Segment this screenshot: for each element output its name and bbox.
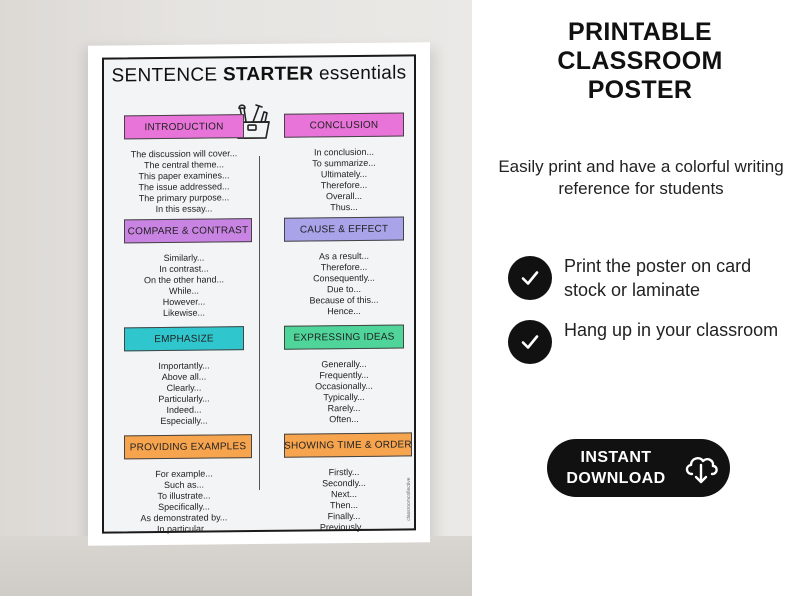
poster [88, 42, 430, 546]
section-list [114, 360, 254, 427]
info-title [500, 18, 780, 105]
floor [0, 536, 472, 596]
section-heading: PROVIDING EXAMPLES [124, 434, 252, 459]
check-icon [508, 320, 552, 364]
poster-title-part1: SENTENCE [111, 64, 223, 87]
section-item: Therefore... [320, 179, 368, 191]
section-item: Above all... [161, 371, 207, 383]
info-title-line: PRINTABLE [568, 18, 712, 46]
poster-title [104, 62, 414, 87]
section-item: While... [168, 285, 199, 296]
section-item: Indeed... [166, 404, 202, 415]
section-item: Thus... [330, 201, 358, 213]
cloud-download-icon [681, 448, 721, 488]
section-item: Previously... [319, 521, 369, 533]
poster-frame [102, 54, 416, 533]
check-icon [508, 256, 552, 300]
section-item: Importantly... [158, 360, 210, 372]
section-list [274, 146, 414, 213]
center-divider [259, 156, 260, 490]
info-title-line: CLASSROOM [557, 47, 723, 75]
section-item: Similarly... [163, 252, 205, 263]
section-item: To illustrate... [157, 490, 211, 502]
section-heading: SHOWING TIME & ORDER [284, 432, 412, 457]
section-item: Overall... [325, 190, 362, 202]
download-line2: DOWNLOAD [566, 470, 666, 487]
section-item: Especially... [160, 415, 208, 427]
section-item: On the other hand... [143, 274, 225, 286]
section-list [274, 466, 414, 533]
section-list [274, 250, 414, 317]
poster-title-part3: essentials [313, 62, 407, 85]
section-item: Specifically... [158, 501, 210, 513]
section-item: Ultimately... [320, 168, 368, 180]
section-list [114, 148, 254, 215]
section-item: Secondly... [322, 477, 366, 489]
instant-download-button[interactable] [547, 439, 730, 497]
info-title-line: POSTER [587, 76, 693, 104]
section-item: However... [162, 296, 206, 308]
section-item: This paper examines... [138, 170, 230, 182]
section-item: Such as... [163, 479, 205, 490]
section-item: Occasionally... [315, 380, 373, 392]
section-item: Therefore... [320, 261, 368, 273]
section-item: In particular... [156, 523, 212, 535]
section-item: Clearly... [166, 382, 202, 393]
section-list [114, 468, 254, 535]
section-item: Firstly... [328, 466, 360, 478]
section-heading: CONCLUSION [284, 112, 404, 137]
section-item: As demonstrated by... [140, 512, 228, 524]
section-item: The issue addressed... [138, 181, 230, 193]
section-item: In conclusion... [313, 146, 375, 158]
section-item: Then... [329, 499, 358, 511]
section-item: Finally... [327, 510, 361, 522]
poster-credit: classroomcollective [406, 477, 412, 521]
section-item: Typically... [323, 391, 365, 403]
section-item: The discussion will cover... [130, 148, 238, 160]
section-heading: EMPHASIZE [124, 326, 244, 351]
section-item: In this essay... [155, 203, 213, 215]
info-subtitle: Easily print and have a colorful writing reference for students [498, 157, 784, 198]
section-item: Particularly... [158, 393, 210, 405]
section-heading: COMPARE & CONTRAST [124, 218, 252, 243]
section-item: Generally... [321, 358, 367, 370]
section-item: Due to... [326, 283, 362, 295]
section-heading: INTRODUCTION [124, 114, 244, 139]
section-item: Frequently... [319, 369, 369, 381]
section-item: Rarely... [327, 402, 361, 414]
section-item: Hence... [327, 305, 361, 317]
section-item: Often... [329, 413, 359, 425]
section-item: Likewise... [162, 307, 206, 319]
section-item: Next... [330, 488, 357, 500]
poster-title-part2: STARTER [222, 63, 314, 86]
section-item: The central theme... [143, 159, 225, 171]
download-label [557, 447, 675, 489]
section-heading: CAUSE & EFFECT [284, 216, 404, 241]
bullet-hang [508, 320, 784, 364]
section-item: Because of this... [309, 294, 379, 306]
section-item: To summarize... [312, 157, 376, 169]
section-list [114, 252, 254, 319]
section-item: As a result... [318, 250, 370, 262]
bullet-text: Print the poster on card stock or laminate [564, 256, 752, 300]
section-item: In contrast... [159, 263, 209, 275]
section-item: For example... [155, 468, 213, 480]
section-heading: EXPRESSING IDEAS [284, 324, 404, 349]
section-list [274, 358, 414, 425]
bullet-print [508, 256, 784, 302]
bullet-text: Hang up in your classroom [564, 320, 779, 340]
section-item: Consequently... [313, 272, 375, 284]
download-line1: INSTANT [580, 449, 652, 466]
section-item: The primary purpose... [138, 192, 230, 204]
